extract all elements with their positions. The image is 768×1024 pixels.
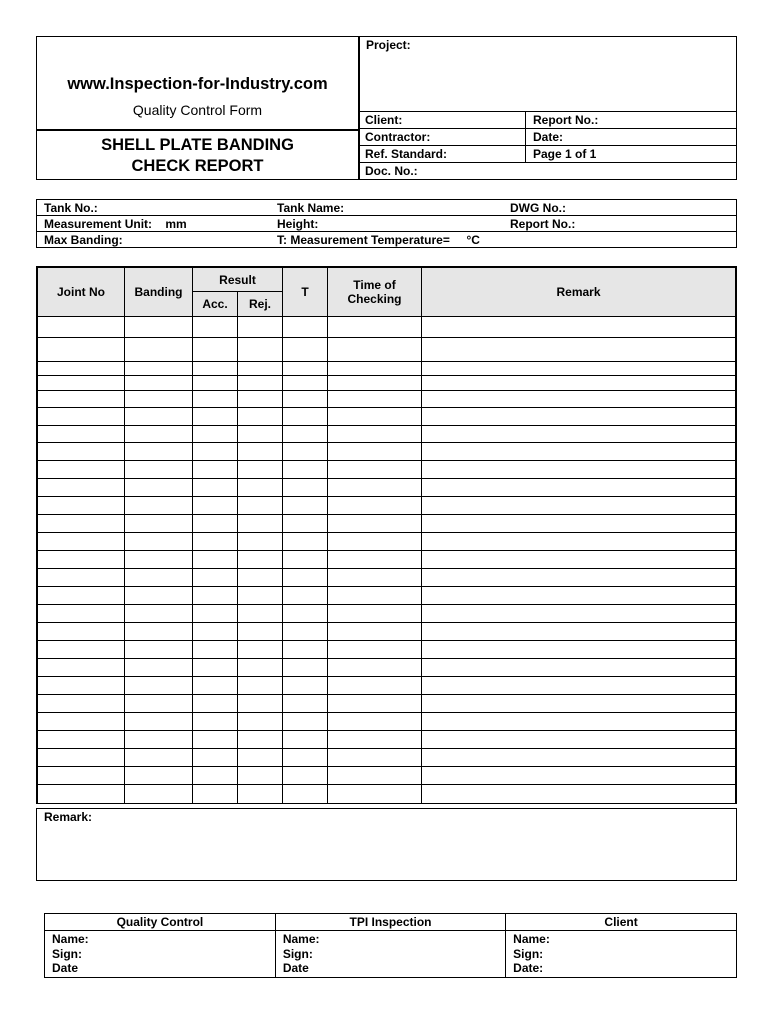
table-cell[interactable] xyxy=(38,569,125,587)
table-cell[interactable] xyxy=(328,376,422,391)
table-cell[interactable] xyxy=(38,677,125,695)
table-cell[interactable] xyxy=(283,785,328,803)
header-left-divider xyxy=(37,129,358,131)
table-cell[interactable] xyxy=(38,426,125,443)
measurement-unit-field[interactable]: Measurement Unit: mm xyxy=(37,216,270,232)
table-cell[interactable] xyxy=(422,533,736,551)
table-cell[interactable] xyxy=(193,551,238,569)
table-cell[interactable] xyxy=(238,408,283,426)
table-cell[interactable] xyxy=(125,408,193,426)
report-title-line2: CHECK REPORT xyxy=(131,157,264,175)
table-cell[interactable] xyxy=(193,515,238,533)
table-cell[interactable] xyxy=(238,641,283,659)
table-cell[interactable] xyxy=(283,426,328,443)
table-row xyxy=(38,641,736,659)
dwg-no-field[interactable]: DWG No.: xyxy=(510,200,566,215)
table-cell[interactable] xyxy=(283,641,328,659)
table-cell[interactable] xyxy=(193,767,238,785)
sig-name-label: Name: xyxy=(513,932,550,946)
doc-no-field[interactable]: Doc. No.: xyxy=(358,163,736,180)
table-row xyxy=(38,605,736,623)
table-cell[interactable] xyxy=(422,731,736,749)
report-title-line1: SHELL PLATE BANDING xyxy=(101,136,294,154)
table-cell[interactable] xyxy=(193,338,238,362)
table-cell[interactable] xyxy=(238,338,283,362)
table-row xyxy=(38,659,736,677)
table-cell[interactable] xyxy=(328,317,422,338)
sig-date-label: Date xyxy=(282,961,309,975)
table-cell[interactable] xyxy=(238,391,283,408)
max-banding-field[interactable]: Max Banding: xyxy=(37,232,270,248)
table-cell[interactable] xyxy=(38,362,125,376)
table-cell[interactable] xyxy=(193,605,238,623)
table-cell[interactable] xyxy=(328,569,422,587)
table-cell[interactable] xyxy=(38,641,125,659)
table-cell[interactable] xyxy=(328,338,422,362)
table-cell[interactable] xyxy=(283,731,328,749)
header-details-grid xyxy=(358,111,736,179)
table-cell[interactable] xyxy=(328,605,422,623)
table-cell[interactable] xyxy=(125,623,193,641)
client-field[interactable]: Client: xyxy=(358,112,526,129)
table-row xyxy=(38,426,736,443)
table-cell[interactable] xyxy=(38,376,125,391)
info-report-no-field[interactable]: Report No.: xyxy=(503,216,736,232)
report-title xyxy=(37,135,358,177)
table-cell[interactable] xyxy=(422,659,736,677)
table-cell[interactable] xyxy=(328,551,422,569)
table-cell[interactable] xyxy=(283,515,328,533)
table-cell[interactable] xyxy=(328,659,422,677)
form-header xyxy=(36,36,737,180)
table-cell[interactable] xyxy=(193,713,238,731)
table-body xyxy=(38,317,736,803)
sig-sign-label: Sign: xyxy=(513,946,544,961)
table-cell[interactable] xyxy=(422,785,736,803)
table-cell[interactable] xyxy=(125,695,193,713)
table-cell[interactable] xyxy=(328,695,422,713)
table-cell[interactable] xyxy=(38,551,125,569)
table-cell[interactable] xyxy=(328,443,422,461)
table-cell[interactable] xyxy=(328,391,422,408)
table-cell[interactable] xyxy=(38,767,125,785)
tank-no-field[interactable]: Tank No.: xyxy=(44,200,98,215)
table-cell[interactable] xyxy=(422,443,736,461)
sig-cell-tpi-inspection[interactable] xyxy=(275,931,505,978)
table-cell[interactable] xyxy=(238,497,283,515)
height-field[interactable]: Height: xyxy=(270,216,503,232)
table-cell[interactable] xyxy=(422,515,736,533)
remark-box[interactable] xyxy=(36,808,737,881)
table-cell[interactable] xyxy=(38,695,125,713)
table-cell[interactable] xyxy=(238,713,283,731)
table-cell[interactable] xyxy=(238,731,283,749)
table-cell[interactable] xyxy=(193,497,238,515)
sig-sign-label: Sign: xyxy=(52,946,82,961)
table-cell[interactable] xyxy=(38,713,125,731)
table-cell[interactable] xyxy=(125,443,193,461)
table-row xyxy=(38,695,736,713)
table-cell[interactable] xyxy=(283,569,328,587)
table-row xyxy=(38,408,736,426)
contractor-field[interactable]: Contractor: xyxy=(358,129,526,146)
table-cell[interactable] xyxy=(193,362,238,376)
table-row xyxy=(38,317,736,338)
table-cell[interactable] xyxy=(238,376,283,391)
table-cell[interactable] xyxy=(125,641,193,659)
table-cell[interactable] xyxy=(193,749,238,767)
table-cell[interactable] xyxy=(193,695,238,713)
table-cell[interactable] xyxy=(422,317,736,338)
table-cell[interactable] xyxy=(328,641,422,659)
table-cell[interactable] xyxy=(125,376,193,391)
col-joint-no: Joint No xyxy=(38,268,125,317)
table-cell[interactable] xyxy=(125,317,193,338)
table-cell[interactable] xyxy=(328,623,422,641)
table-cell[interactable] xyxy=(125,551,193,569)
table-cell[interactable] xyxy=(422,551,736,569)
table-cell[interactable] xyxy=(238,479,283,497)
table-cell[interactable] xyxy=(283,461,328,479)
table-cell[interactable] xyxy=(422,767,736,785)
table-row xyxy=(38,443,736,461)
table-cell[interactable] xyxy=(125,605,193,623)
table-cell[interactable] xyxy=(125,515,193,533)
table-cell[interactable] xyxy=(193,569,238,587)
table-cell[interactable] xyxy=(238,785,283,803)
table-cell[interactable] xyxy=(125,426,193,443)
table-cell[interactable] xyxy=(283,677,328,695)
table-cell[interactable] xyxy=(125,338,193,362)
table-cell[interactable] xyxy=(422,391,736,408)
table-cell[interactable] xyxy=(193,461,238,479)
table-cell[interactable] xyxy=(328,426,422,443)
table-cell[interactable] xyxy=(193,408,238,426)
banding-check-table xyxy=(36,266,737,804)
table-cell[interactable] xyxy=(125,731,193,749)
table-cell[interactable] xyxy=(125,713,193,731)
table-cell[interactable] xyxy=(125,391,193,408)
table-cell[interactable] xyxy=(193,731,238,749)
table-cell[interactable] xyxy=(125,749,193,767)
table-cell[interactable] xyxy=(38,659,125,677)
table-cell[interactable] xyxy=(238,515,283,533)
table-cell[interactable] xyxy=(328,461,422,479)
table-cell[interactable] xyxy=(283,587,328,605)
table-cell[interactable] xyxy=(125,569,193,587)
table-cell[interactable] xyxy=(193,317,238,338)
table-cell[interactable] xyxy=(422,713,736,731)
sig-date-label: Date xyxy=(52,961,79,975)
table-cell[interactable] xyxy=(283,443,328,461)
table-row xyxy=(38,785,736,803)
table-cell[interactable] xyxy=(38,317,125,338)
table-cell[interactable] xyxy=(238,533,283,551)
table-cell[interactable] xyxy=(283,391,328,408)
table-cell[interactable] xyxy=(422,479,736,497)
table-cell[interactable] xyxy=(238,749,283,767)
table-cell[interactable] xyxy=(38,479,125,497)
table-cell[interactable] xyxy=(38,533,125,551)
table-cell[interactable] xyxy=(238,605,283,623)
table-row xyxy=(38,338,736,362)
table-cell[interactable] xyxy=(125,479,193,497)
table-cell[interactable] xyxy=(283,408,328,426)
table-row xyxy=(38,767,736,785)
table-cell[interactable] xyxy=(328,515,422,533)
project-field[interactable]: Project: xyxy=(366,38,411,52)
table-cell[interactable] xyxy=(238,317,283,338)
table-cell[interactable] xyxy=(422,623,736,641)
table-cell[interactable] xyxy=(328,731,422,749)
table-cell[interactable] xyxy=(283,767,328,785)
table-cell[interactable] xyxy=(422,461,736,479)
table-row xyxy=(38,515,736,533)
table-row xyxy=(38,479,736,497)
table-cell[interactable] xyxy=(193,659,238,677)
table-cell[interactable] xyxy=(422,695,736,713)
table-cell[interactable] xyxy=(328,497,422,515)
table-cell[interactable] xyxy=(238,362,283,376)
sig-title-quality-control: Quality Control xyxy=(45,914,275,931)
table-cell[interactable] xyxy=(328,749,422,767)
col-banding: Banding xyxy=(125,268,193,317)
page-number: Page 1 of 1 xyxy=(526,146,737,163)
table-cell[interactable] xyxy=(328,767,422,785)
table-cell[interactable] xyxy=(328,362,422,376)
table-cell[interactable] xyxy=(328,533,422,551)
table-cell[interactable] xyxy=(328,713,422,731)
table-cell[interactable] xyxy=(238,677,283,695)
table-cell[interactable] xyxy=(38,749,125,767)
report-no-field[interactable]: Report No.: xyxy=(533,113,599,127)
table-cell[interactable] xyxy=(283,338,328,362)
sig-cell-quality-control[interactable] xyxy=(45,931,275,978)
table-cell[interactable] xyxy=(422,408,736,426)
table-cell[interactable] xyxy=(328,587,422,605)
table-cell[interactable] xyxy=(125,497,193,515)
date-field[interactable]: Date: xyxy=(526,129,737,146)
col-rej: Rej. xyxy=(238,292,283,317)
table-cell[interactable] xyxy=(38,408,125,426)
table-cell[interactable] xyxy=(125,659,193,677)
sig-name-label: Name: xyxy=(52,932,89,946)
table-cell[interactable] xyxy=(38,391,125,408)
table-cell[interactable] xyxy=(328,785,422,803)
sig-cell-client[interactable] xyxy=(506,931,736,978)
table-cell[interactable] xyxy=(238,695,283,713)
table-cell[interactable] xyxy=(238,461,283,479)
table-cell[interactable] xyxy=(422,749,736,767)
table-cell[interactable] xyxy=(283,749,328,767)
sig-name-label: Name: xyxy=(282,932,320,946)
tank-info-block xyxy=(36,199,737,248)
table-cell[interactable] xyxy=(283,551,328,569)
table-cell[interactable] xyxy=(422,497,736,515)
table-cell[interactable] xyxy=(193,641,238,659)
sig-title-client: Client xyxy=(506,914,736,931)
table-row xyxy=(38,362,736,376)
col-time-line1: Time of xyxy=(353,278,396,292)
sig-sign-label: Sign: xyxy=(282,946,313,961)
col-t: T xyxy=(283,268,328,317)
table-cell[interactable] xyxy=(422,677,736,695)
table-row xyxy=(38,713,736,731)
table-cell[interactable] xyxy=(238,659,283,677)
table-cell[interactable] xyxy=(328,408,422,426)
remark-label: Remark: xyxy=(44,810,93,824)
table-row xyxy=(38,551,736,569)
table-cell[interactable] xyxy=(328,677,422,695)
table-cell[interactable] xyxy=(38,623,125,641)
table-cell[interactable] xyxy=(38,461,125,479)
table-row xyxy=(38,376,736,391)
table-cell[interactable] xyxy=(193,533,238,551)
table-row xyxy=(38,569,736,587)
table-cell[interactable] xyxy=(328,479,422,497)
table-cell[interactable] xyxy=(125,767,193,785)
table-cell[interactable] xyxy=(38,605,125,623)
table-cell[interactable] xyxy=(283,533,328,551)
table-cell[interactable] xyxy=(238,623,283,641)
form-type-label: Quality Control Form xyxy=(132,102,263,118)
table-cell[interactable] xyxy=(422,376,736,391)
table-row xyxy=(38,461,736,479)
table-row xyxy=(38,623,736,641)
col-time-line2: Checking xyxy=(347,292,402,306)
table-cell[interactable] xyxy=(125,587,193,605)
table-cell[interactable] xyxy=(283,317,328,338)
table-cell[interactable] xyxy=(193,677,238,695)
table-cell[interactable] xyxy=(422,641,736,659)
col-acc: Acc. xyxy=(193,292,238,317)
table-cell[interactable] xyxy=(422,426,736,443)
table-cell[interactable] xyxy=(238,551,283,569)
table-cell[interactable] xyxy=(238,587,283,605)
website-title: www.Inspection-for-Industry.com xyxy=(67,75,328,93)
table-row xyxy=(38,587,736,605)
table-cell[interactable] xyxy=(422,569,736,587)
table-cell[interactable] xyxy=(38,515,125,533)
table-row xyxy=(38,533,736,551)
table-cell[interactable] xyxy=(283,362,328,376)
table-row xyxy=(38,731,736,749)
table-cell[interactable] xyxy=(238,426,283,443)
table-cell[interactable] xyxy=(193,785,238,803)
table-cell[interactable] xyxy=(193,479,238,497)
temperature-field[interactable]: T: Measurement Temperature= °C xyxy=(270,232,736,248)
table-cell[interactable] xyxy=(283,376,328,391)
table-cell[interactable] xyxy=(38,587,125,605)
tank-name-field[interactable]: Tank Name: xyxy=(277,200,345,215)
col-remark: Remark xyxy=(422,268,736,317)
table-cell[interactable] xyxy=(422,362,736,376)
table-cell[interactable] xyxy=(38,785,125,803)
table-cell[interactable] xyxy=(38,338,125,362)
table-cell[interactable] xyxy=(283,713,328,731)
table-row xyxy=(38,391,736,408)
ref-standard-field[interactable]: Ref. Standard: xyxy=(358,146,526,163)
table-cell[interactable] xyxy=(125,461,193,479)
table-cell[interactable] xyxy=(283,623,328,641)
table-cell[interactable] xyxy=(283,605,328,623)
table-row xyxy=(38,749,736,767)
table-cell[interactable] xyxy=(193,443,238,461)
table-cell[interactable] xyxy=(283,695,328,713)
table-row xyxy=(38,677,736,695)
table-cell[interactable] xyxy=(193,623,238,641)
table-cell[interactable] xyxy=(38,497,125,515)
table-cell[interactable] xyxy=(422,605,736,623)
table-cell[interactable] xyxy=(38,443,125,461)
table-cell[interactable] xyxy=(283,479,328,497)
table-cell[interactable] xyxy=(193,426,238,443)
table-cell[interactable] xyxy=(125,533,193,551)
sig-title-tpi-inspection: TPI Inspection xyxy=(275,914,505,931)
table-cell[interactable] xyxy=(125,362,193,376)
signature-block xyxy=(44,913,737,978)
table-cell[interactable] xyxy=(238,767,283,785)
col-time-of-checking xyxy=(328,268,422,317)
table-cell[interactable] xyxy=(193,391,238,408)
table-cell[interactable] xyxy=(422,587,736,605)
col-result: Result xyxy=(193,268,283,292)
table-cell[interactable] xyxy=(38,731,125,749)
table-cell[interactable] xyxy=(125,677,193,695)
table-cell[interactable] xyxy=(422,338,736,362)
table-cell[interactable] xyxy=(238,443,283,461)
table-cell[interactable] xyxy=(125,785,193,803)
table-row xyxy=(38,497,736,515)
table-cell[interactable] xyxy=(193,376,238,391)
table-cell[interactable] xyxy=(193,587,238,605)
table-cell[interactable] xyxy=(283,659,328,677)
table-cell[interactable] xyxy=(238,569,283,587)
table-cell[interactable] xyxy=(283,497,328,515)
sig-date-label: Date: xyxy=(513,961,544,975)
